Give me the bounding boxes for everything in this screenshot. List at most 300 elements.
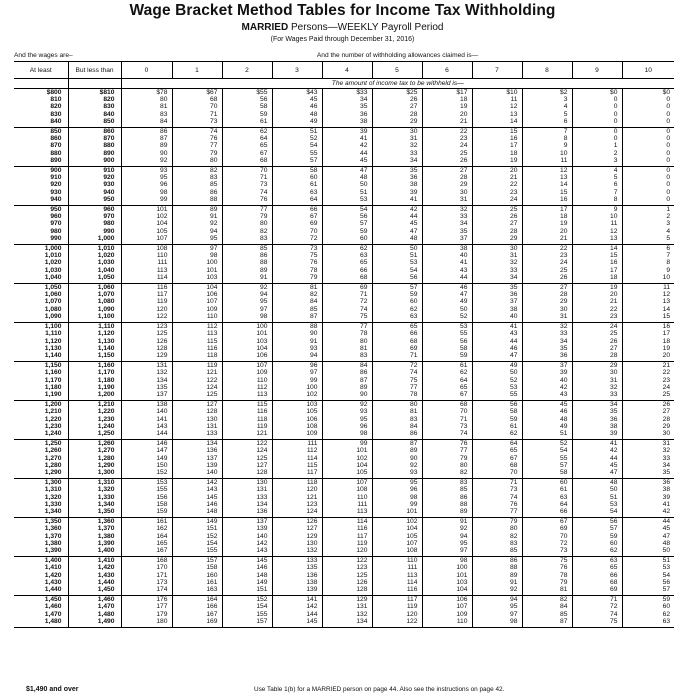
withholding-amount-cell: 152 (222, 596, 272, 604)
withholding-amount-cell: 76 (522, 564, 572, 571)
wage-but-less-than-cell: 1,100 (68, 313, 121, 323)
withholding-amount-cell: 92 (172, 220, 222, 227)
withholding-amount-cell: 34 (472, 274, 522, 284)
withholding-amount-cell: 0 (572, 103, 622, 110)
wage-but-less-than-cell: 1,160 (68, 362, 121, 370)
withholding-amount-cell: 120 (372, 611, 422, 618)
withholding-amount-cell: 39 (572, 430, 622, 440)
table-row (14, 118, 674, 128)
wage-but-less-than-cell: 1,480 (68, 611, 121, 618)
withholding-amount-cell: 131 (172, 423, 222, 430)
wage-but-less-than-cell: 880 (68, 142, 121, 149)
withholding-amount-cell: 0 (666, 174, 671, 182)
withholding-amount-cell: 69 (572, 586, 622, 596)
withholding-amount-cell: 100 (222, 323, 272, 331)
row-group (14, 596, 674, 628)
withholding-amount-cell: 133 (222, 494, 272, 501)
withholding-amount-cell: 71 (172, 111, 222, 118)
row-group (14, 245, 674, 284)
withholding-amount-cell: 88 (422, 501, 472, 508)
withholding-amount-cell: 4 (572, 167, 622, 175)
withholding-amount-cell: 56 (372, 274, 422, 284)
withholding-amount-cell: 103 (272, 401, 322, 409)
withholding-amount-cell: 62 (322, 245, 372, 253)
withholding-amount-cell: 0 (666, 167, 671, 175)
withholding-amount-cell: 56 (472, 401, 522, 409)
table-row (14, 447, 674, 454)
wage-but-less-than-cell: 1,470 (68, 603, 121, 610)
wage-at-least-cell: 1,020 (14, 259, 68, 266)
withholding-amount-cell: 73 (472, 486, 522, 493)
withholding-amount-cell: 40 (522, 377, 572, 384)
wage-at-least-cell: 870 (14, 142, 68, 149)
withholding-amount-cell: 25 (522, 267, 572, 274)
withholding-amount-cell: 106 (172, 291, 222, 298)
wage-but-less-than-cell: 910 (68, 167, 121, 175)
withholding-amount-cell: 150 (121, 462, 172, 469)
wage-but-less-than-cell: 1,360 (68, 518, 121, 526)
withholding-amount-cell: 162 (121, 525, 172, 532)
wage-at-least-cell: 990 (14, 235, 68, 245)
withholding-amount-cell: 62 (372, 306, 422, 313)
wage-at-least-cell: 1,470 (14, 611, 68, 618)
withholding-amount-cell: 87 (322, 377, 372, 384)
withholding-amount-cell: 18 (472, 150, 522, 157)
withholding-amount-cell: 59 (372, 291, 422, 298)
withholding-amount-cell: 110 (422, 618, 472, 628)
withholding-amount-cell: 144 (272, 611, 322, 618)
withholding-amount-cell: $10 (472, 89, 522, 97)
withholding-amount-cell: 109 (172, 306, 222, 313)
withholding-amount-cell: 0 (572, 128, 622, 136)
withholding-amount-cell: 102 (372, 518, 422, 526)
wage-at-least-cell: 910 (14, 174, 68, 181)
withholding-amount-cell: 104 (222, 345, 272, 352)
withholding-amount-cell: 24 (662, 383, 671, 391)
wage-but-less-than-cell: 1,450 (68, 586, 121, 596)
withholding-amount-cell: 72 (372, 362, 422, 370)
withholding-amount-cell: 51 (522, 430, 572, 440)
withholding-amount-cell: 59 (222, 111, 272, 118)
withholding-amount-cell: 56 (662, 578, 671, 586)
withholding-amount-cell: 69 (372, 345, 422, 352)
withholding-amount-cell: 152 (121, 469, 172, 479)
withholding-amount-cell: 141 (121, 416, 172, 423)
withholding-amount-cell: 62 (572, 547, 622, 557)
wage-but-less-than-cell: 980 (68, 220, 121, 227)
withholding-amount-cell: 9 (572, 206, 622, 214)
withholding-amount-cell: 134 (121, 377, 172, 384)
withholding-amount-cell: 19 (662, 344, 671, 352)
withholding-amount-cell: 76 (422, 440, 472, 448)
withholding-amount-cell: 106 (272, 416, 322, 423)
withholding-amount-cell: 10 (622, 274, 674, 284)
withholding-amount-cell: 148 (172, 508, 222, 518)
withholding-amount-cell: 44 (472, 338, 522, 345)
withholding-amount-cell: 120 (322, 547, 372, 557)
withholding-amount-cell: 77 (222, 206, 272, 214)
table-row (14, 111, 674, 118)
row-group (14, 323, 674, 362)
withholding-amount-cell: 82 (222, 228, 272, 235)
withholding-amount-cell: 49 (472, 362, 522, 370)
withholding-amount-cell: 99 (121, 196, 172, 206)
withholding-amount-cell: 148 (222, 572, 272, 579)
wage-but-less-than-cell: 940 (68, 189, 121, 196)
withholding-amount-cell: 34 (572, 401, 622, 409)
withholding-amount-cell: 58 (422, 345, 472, 352)
withholding-amount-cell: 38 (472, 306, 522, 313)
wage-but-less-than-cell: 1,380 (68, 533, 121, 540)
wage-at-least-cell: 1,480 (14, 618, 68, 628)
withholding-amount-cell: 89 (472, 572, 522, 579)
withholding-amount-cell: 59 (662, 596, 671, 604)
withholding-amount-cell: 108 (372, 547, 422, 557)
withholding-amount-cell: 23 (472, 189, 522, 196)
withholding-amount-cell: 113 (121, 267, 172, 274)
withholding-amount-cell: 32 (522, 323, 572, 331)
withholding-amount-cell: 0 (666, 181, 671, 189)
wage-but-less-than-cell: 990 (68, 228, 121, 235)
wage-at-least-cell: 1,330 (14, 501, 68, 508)
withholding-amount-cell: 53 (422, 323, 472, 331)
withholding-amount-cell: 95 (322, 416, 372, 423)
withholding-amount-cell: 85 (222, 245, 272, 253)
withholding-amount-cell: 42 (522, 384, 572, 391)
withholding-amount-cell: 53 (572, 501, 622, 508)
withholding-amount-cell: 95 (222, 298, 272, 305)
withholding-amount-cell: 125 (121, 330, 172, 337)
withholding-amount-cell: 114 (121, 274, 172, 284)
withholding-amount-cell: 23 (422, 135, 472, 142)
table-row (14, 167, 674, 175)
withholding-amount-cell: 14 (522, 181, 572, 188)
withholding-amount-cell: 26 (572, 338, 622, 345)
withholding-amount-cell: 88 (472, 564, 522, 571)
withholding-amount-cell: 145 (222, 557, 272, 565)
withholding-amount-cell: 146 (172, 501, 222, 508)
withholding-amount-cell: 68 (372, 338, 422, 345)
withholding-amount-cell: 13 (662, 298, 671, 306)
withholding-amount-cell: 61 (422, 362, 472, 370)
withholding-amount-cell: 10 (522, 150, 572, 157)
table-row (14, 533, 674, 540)
withholding-amount-cell: $0 (662, 89, 671, 96)
wage-at-least-cell: 860 (14, 135, 68, 142)
table-row (14, 267, 674, 274)
withholding-amount-cell: 25 (422, 150, 472, 157)
withholding-amount-cell: 87 (121, 135, 172, 142)
table-row (14, 313, 674, 323)
withholding-amount-cell: 88 (272, 323, 322, 331)
withholding-amount-cell: 96 (322, 423, 372, 430)
withholding-amount-cell: 61 (522, 486, 572, 493)
table-row (14, 142, 674, 149)
allowance-column-header: 6 (422, 62, 472, 79)
wage-at-least-cell: 1,350 (14, 518, 68, 526)
withholding-amount-cell: 146 (121, 440, 172, 448)
withholding-amount-cell: 95 (472, 603, 522, 610)
withholding-amount-cell: 109 (422, 611, 472, 618)
table-row (14, 174, 674, 181)
withholding-amount-cell: 98 (172, 252, 222, 259)
withholding-amount-cell: 13 (522, 174, 572, 181)
withholding-amount-cell: 63 (622, 618, 674, 628)
withholding-amount-cell: 38 (572, 423, 622, 430)
withholding-amount-cell: 97 (422, 547, 472, 557)
table-row (14, 384, 674, 391)
withholding-amount-cell: 61 (272, 181, 322, 188)
withholding-amount-cell: 86 (372, 430, 422, 440)
withholding-amount-cell: 44 (422, 274, 472, 284)
withholding-amount-cell: 62 (662, 610, 671, 618)
withholding-amount-cell: 70 (422, 408, 472, 415)
withholding-amount-cell: 38 (372, 181, 422, 188)
wage-at-least-cell: 1,440 (14, 586, 68, 596)
table-row (14, 189, 674, 196)
withholding-amount-cell: 140 (121, 408, 172, 415)
withholding-amount-cell: 80 (121, 96, 172, 103)
withholding-amount-cell: 18 (572, 274, 622, 284)
withholding-amount-cell: 68 (422, 401, 472, 409)
withholding-amount-cell: 12 (662, 291, 671, 299)
withholding-amount-cell: $17 (422, 89, 472, 97)
table-row (14, 220, 674, 227)
withholding-amount-cell: 60 (322, 235, 372, 245)
withholding-amount-cell: 139 (222, 525, 272, 532)
withholding-amount-cell: 137 (172, 455, 222, 462)
withholding-amount-cell: 105 (322, 469, 372, 479)
withholding-amount-cell: 44 (372, 213, 422, 220)
withholding-amount-cell: 161 (121, 518, 172, 526)
withholding-amount-cell: 71 (472, 479, 522, 487)
withholding-amount-cell: 55 (422, 330, 472, 337)
wage-at-least-cell: 1,280 (14, 462, 68, 469)
withholding-amount-cell: 0 (666, 128, 671, 136)
withholding-amount-cell: 77 (322, 323, 372, 331)
withholding-amount-cell: 76 (222, 196, 272, 206)
wage-but-less-than-cell: 850 (68, 118, 121, 128)
withholding-amount-cell: 122 (121, 313, 172, 323)
withholding-amount-cell: 110 (121, 252, 172, 259)
withholding-amount-cell: 98 (472, 618, 522, 628)
withholding-amount-cell: 116 (121, 284, 172, 292)
withholding-amount-cell: 31 (422, 196, 472, 206)
withholding-amount-cell: 54 (572, 508, 622, 518)
withholding-amount-cell: 88 (222, 259, 272, 266)
withholding-amount-cell: 17 (522, 206, 572, 214)
withholding-amount-cell: 41 (472, 323, 522, 331)
withholding-amount-cell: 120 (121, 306, 172, 313)
withholding-amount-cell: 95 (422, 540, 472, 547)
wage-but-less-than-cell: 1,320 (68, 486, 121, 493)
withholding-amount-cell: 57 (272, 157, 322, 167)
withholding-amount-cell: 60 (662, 603, 671, 611)
withholding-amount-cell: 98 (222, 313, 272, 323)
withholding-amount-cell: 90 (272, 330, 322, 337)
withholding-amount-cell: 28 (522, 291, 572, 298)
withholding-amount-cell: 46 (422, 284, 472, 292)
withholding-amount-cell: 108 (322, 486, 372, 493)
withholding-amount-cell: 29 (372, 118, 422, 128)
wage-but-less-than-cell: 1,410 (68, 557, 121, 565)
withholding-amount-cell: 128 (172, 408, 222, 415)
withholding-amount-cell: 27 (662, 408, 671, 416)
table-row (14, 345, 674, 352)
withholding-amount-cell: 154 (222, 603, 272, 610)
withholding-amount-cell: 22 (472, 181, 522, 188)
withholding-amount-cell: 94 (172, 228, 222, 235)
wage-but-less-than-cell: 1,330 (68, 494, 121, 501)
wage-at-least-cell: 830 (14, 111, 68, 118)
withholding-amount-cell: 101 (121, 206, 172, 214)
withholding-amount-cell: 40 (472, 313, 522, 323)
withholding-amount-cell: 22 (522, 245, 572, 253)
withholding-amount-cell: 22 (662, 369, 671, 377)
withholding-amount-cell: 136 (222, 508, 272, 518)
withholding-amount-cell: 126 (121, 338, 172, 345)
withholding-amount-cell: 126 (272, 518, 322, 526)
withholding-amount-cell: 54 (662, 571, 671, 579)
withholding-amount-cell: 84 (372, 423, 422, 430)
table-row (14, 486, 674, 493)
wage-but-less-than-cell: 1,430 (68, 572, 121, 579)
wage-but-less-than-cell: 1,440 (68, 579, 121, 586)
withholding-amount-cell: 28 (422, 174, 472, 181)
header-row-top (14, 50, 674, 62)
withholding-amount-cell: 53 (372, 259, 422, 266)
withholding-amount-cell: 52 (472, 377, 522, 384)
withholding-amount-cell: 16 (472, 135, 522, 142)
withholding-amount-cell: 158 (172, 564, 222, 571)
wage-at-least-cell: 1,340 (14, 508, 68, 518)
withholding-amount-cell: 0 (666, 96, 671, 104)
withholding-amount-cell: 37 (472, 298, 522, 305)
table-row (14, 128, 674, 136)
withholding-amount-cell: 65 (572, 564, 622, 571)
withholding-amount-cell: 107 (222, 362, 272, 370)
wage-at-least-cell: 1,380 (14, 540, 68, 547)
table-row (14, 291, 674, 298)
withholding-amount-cell: 108 (121, 245, 172, 253)
withholding-amount-cell: 151 (222, 586, 272, 596)
withholding-amount-cell: 3 (666, 220, 671, 228)
table-row (14, 611, 674, 618)
withholding-amount-cell: 34 (662, 461, 671, 469)
withholding-amount-cell: 0 (622, 196, 674, 206)
wage-but-less-than-cell: 1,460 (68, 596, 121, 604)
row-group (14, 284, 674, 323)
withholding-amount-cell: 19 (572, 284, 622, 292)
withholding-amount-cell: 69 (272, 220, 322, 227)
withholding-amount-cell: 62 (222, 128, 272, 136)
withholding-amount-cell: 80 (222, 220, 272, 227)
withholding-amount-cell: 125 (222, 455, 272, 462)
withholding-amount-cell: 35 (372, 167, 422, 175)
withholding-amount-cell: 171 (121, 572, 172, 579)
withholding-amount-cell: 94 (472, 596, 522, 604)
withholding-amount-cell: 85 (522, 611, 572, 618)
withholding-amount-cell: 3 (572, 157, 622, 167)
row-group (14, 518, 674, 557)
withholding-amount-cell: 80 (322, 338, 372, 345)
withholding-amount-cell: 27 (422, 167, 472, 175)
withholding-amount-cell: 36 (322, 111, 372, 118)
allowances-header: And the number of withholding allowances claimed is— (121, 50, 674, 62)
withholding-amount-cell: 64 (222, 135, 272, 142)
withholding-amount-cell: 44 (662, 518, 671, 526)
withholding-amount-cell: 89 (121, 142, 172, 149)
amount-label: The amount of income tax to be withheld is— (121, 79, 674, 89)
wage-but-less-than-cell: 1,390 (68, 540, 121, 547)
withholding-amount-cell: 73 (422, 423, 472, 430)
withholding-amount-cell: 76 (172, 135, 222, 142)
withholding-amount-cell: 78 (322, 330, 372, 337)
withholding-amount-cell: 89 (422, 508, 472, 518)
row-group (14, 167, 674, 206)
withholding-amount-cell: 107 (422, 603, 472, 610)
withholding-amount-cell: 42 (322, 142, 372, 149)
withholding-amount-cell: 35 (422, 228, 472, 235)
withholding-amount-cell: 12 (472, 103, 522, 110)
withholding-amount-cell: 67 (522, 518, 572, 526)
withholding-amount-cell: 115 (222, 401, 272, 409)
wage-but-less-than-cell: 1,000 (68, 235, 121, 245)
withholding-amount-cell: 30 (622, 430, 674, 440)
withholding-amount-cell: 19 (472, 157, 522, 167)
withholding-amount-cell: 121 (222, 430, 272, 440)
withholding-amount-cell: 100 (172, 259, 222, 266)
withholding-amount-cell: 107 (322, 479, 372, 487)
withholding-amount-cell: 66 (372, 330, 422, 337)
withholding-amount-cell: 26 (662, 401, 671, 409)
withholding-amount-cell: 1 (572, 142, 622, 149)
withholding-amount-cell: 93 (121, 167, 172, 175)
wage-at-least-cell: 950 (14, 206, 68, 214)
allowance-column-header: 8 (522, 62, 572, 79)
withholding-amount-cell: 164 (121, 533, 172, 540)
wage-at-least-cell: 940 (14, 196, 68, 206)
withholding-amount-cell: 9 (522, 142, 572, 149)
withholding-amount-cell: 48 (272, 111, 322, 118)
withholding-amount-cell: 0 (622, 118, 674, 128)
withholding-amount-cell: 74 (372, 369, 422, 376)
withholding-amount-cell: 179 (121, 611, 172, 618)
withholding-amount-cell: 55 (272, 150, 322, 157)
withholding-amount-cell: 60 (522, 479, 572, 487)
withholding-amount-cell: 63 (522, 494, 572, 501)
wage-at-least-cell: 1,360 (14, 525, 68, 532)
wages-are-header: And the wages are– (14, 50, 121, 62)
withholding-amount-cell: 21 (472, 174, 522, 181)
withholding-amount-cell: 94 (222, 291, 272, 298)
withholding-amount-cell: 30 (422, 189, 472, 196)
withholding-amount-cell: 31 (662, 440, 671, 448)
withholding-amount-cell: 110 (322, 494, 372, 501)
withholding-amount-cell: 97 (172, 245, 222, 253)
wage-at-least-cell: 1,050 (14, 284, 68, 292)
withholding-amount-cell: 81 (121, 103, 172, 110)
wage-but-less-than-cell: 1,260 (68, 440, 121, 448)
withholding-amount-cell: 85 (422, 486, 472, 493)
withholding-amount-cell: 116 (222, 408, 272, 415)
withholding-amount-cell: 111 (121, 259, 172, 266)
withholding-amount-cell: 64 (522, 501, 572, 508)
page-subnote: (For Wages Paid through December 31, 2016) (270, 36, 415, 43)
withholding-amount-cell: 176 (121, 596, 172, 604)
withholding-amount-cell: 113 (172, 330, 222, 337)
withholding-amount-cell: 180 (121, 618, 172, 628)
